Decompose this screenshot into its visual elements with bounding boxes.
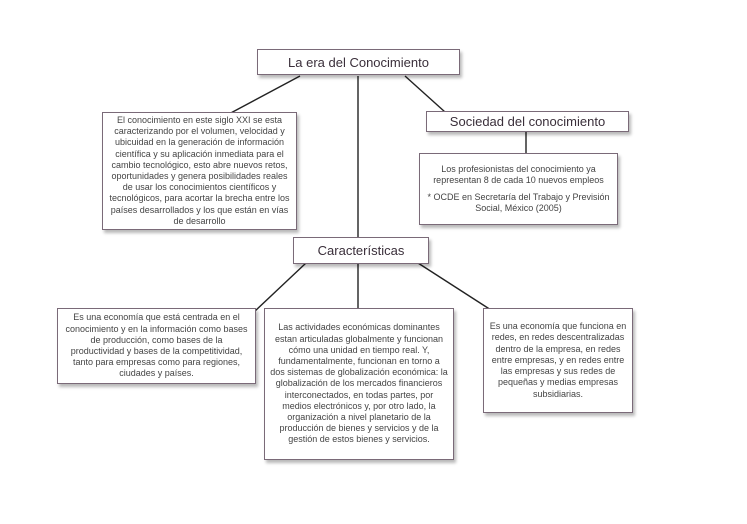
connector-characteristics-right — [418, 263, 491, 310]
characteristics-node — [293, 237, 429, 264]
characteristic-item-economy-knowledge — [57, 308, 256, 384]
intro-node — [102, 112, 297, 230]
intro-text: El conocimiento en este siglo XXI se esta caracterizando por el volumen, velocidad y ubicuidad en la generación de información científica y su aplicación inmediata para el cambio tecnológico, esto abre nuevos retos, oportunidades y genera posibilidades reales de usar los conocimientos científicos y tecnológicos, para acortar la brecha entre los países desarrollados y los que están en vías de desarrollo — [109, 114, 290, 226]
characteristics-label: Características — [317, 243, 405, 258]
root-label: La era del Conocimiento — [288, 54, 429, 70]
characteristic-item-global-activities — [264, 308, 454, 460]
society-text: Los profesionistas del conocimiento ya representan 8 de cada 10 nuevos empleos — [433, 164, 604, 186]
society-label: Sociedad del conocimiento — [449, 114, 606, 129]
characteristic-text: Es una economía que está centrada en el conocimiento y en la información como bases de producción, como bases de la productividad y bases de la competitividad, tanto para empresas como para regiones, ciudades y países. — [65, 312, 248, 379]
characteristic-text: Las actividades económicas dominantes estan articuladas globalmente y funcionan cómo una unidad en tiempo real. Y, fundamentalmente, funcionan en torno a dos sistemas de globalización económica: la globalización de los mercados financieros interconectados, en todas partes, por medios electrónicos y, por otro lado, la organización a nivel planetario de la producción de bienes y servicios y de la gestión de estos bienes y servicios. — [270, 322, 448, 445]
connector-root-society — [405, 76, 445, 112]
society-source: * OCDE en Secretaría del Trabajo y Previsión Social, México (2005) — [427, 191, 610, 213]
connector-root-intro — [227, 76, 300, 115]
root-node — [257, 49, 460, 75]
society-text-node — [419, 153, 618, 225]
characteristic-text: Es una economía que funciona en redes, en redes descentralizadas dentro de la empresa, en redes entre empresas, y en redes entre las empresas y sus redes de pequeñas y medias empresas subsidiarias. — [489, 321, 627, 399]
connector-characteristics-left — [254, 263, 306, 312]
characteristic-item-network-economy — [483, 308, 633, 413]
society-node — [426, 111, 629, 132]
